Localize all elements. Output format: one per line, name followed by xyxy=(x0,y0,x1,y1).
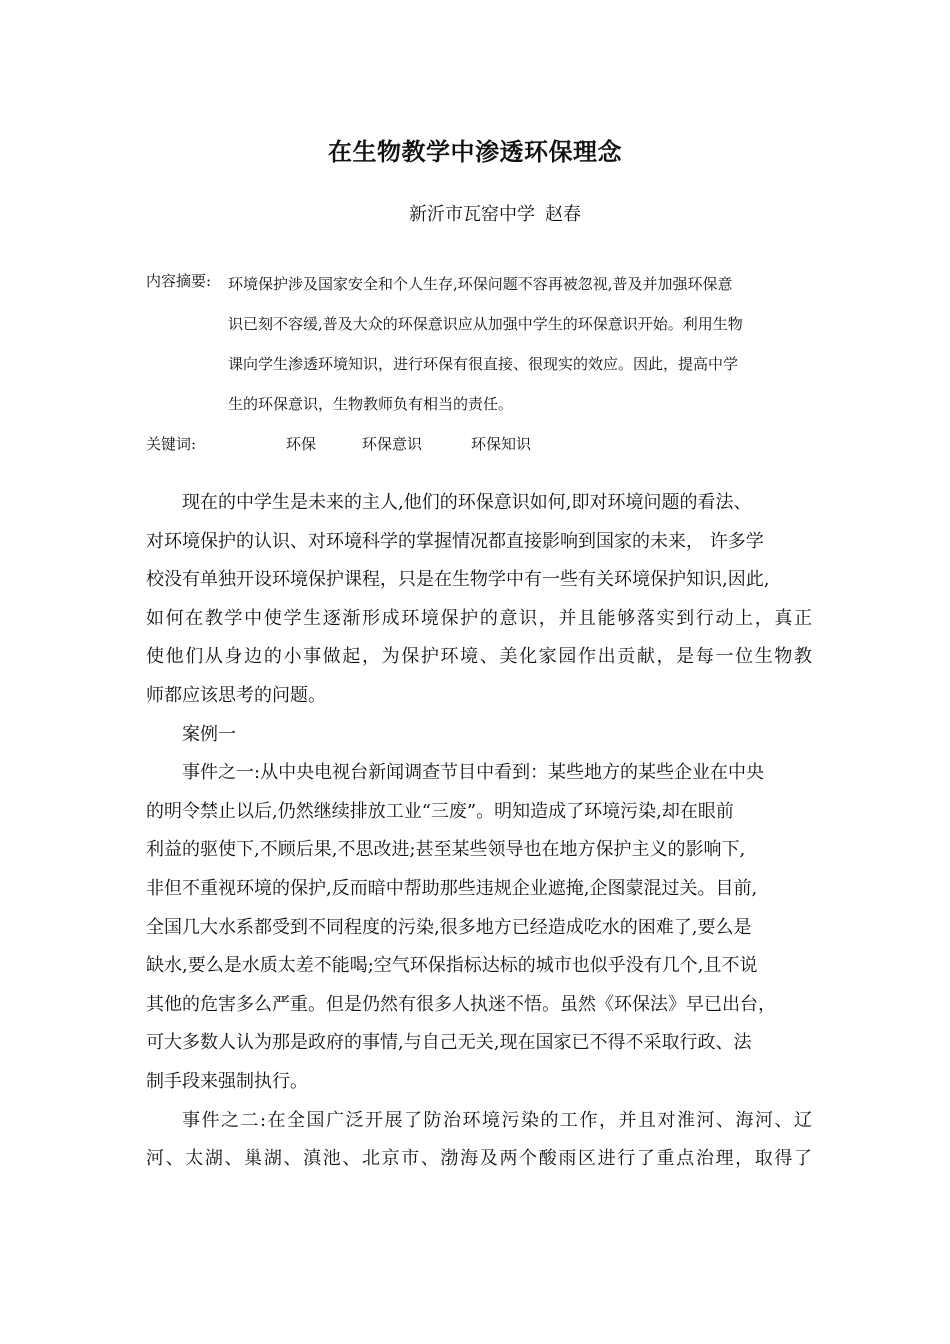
body-line: 师都应该思考的问题。 xyxy=(146,684,326,706)
section-heading: 案例一 xyxy=(182,723,236,745)
abstract-line: 识已刻不容缓,普及大众的环保意识应从加强中学生的环保意识开始。利用生物 xyxy=(228,315,743,333)
keyword: 环保知识 xyxy=(471,435,532,453)
abstract-label: 内容摘要: xyxy=(146,272,212,290)
body-line: 制手段来强制执行。 xyxy=(146,1070,308,1092)
body-line: 缺水,要么是水质太差不能喝;空气环保指标达标的城市也似乎没有几个,且不说 xyxy=(146,955,758,977)
body-line: 对环境保护的认识、对环境科学的掌握情况都直接影响到国家的未来， 许多学 xyxy=(146,530,764,552)
abstract-line: 课向学生渗透环境知识，进行环保有很直接、很现实的效应。因此，提高中学 xyxy=(228,355,739,373)
keyword: 环保 xyxy=(286,435,317,453)
body-line: 利益的驱使下,不顾后果,不思改进;甚至某些领导也在地方保护主义的影响下, xyxy=(146,839,746,861)
body-line: 非但不重视环境的保护,反而暗中帮助那些违规企业遮掩,企图蒙混过关。目前, xyxy=(146,877,758,899)
keywords-label: 关键词: xyxy=(146,435,197,453)
author-school: 新沂市瓦窑中学 xyxy=(409,204,535,225)
abstract-text xyxy=(228,270,808,430)
body-line: 事件之二:在全国广泛开展了防治环境污染的工作，并且对淮河、海河、辽 xyxy=(182,1109,812,1131)
body-line: 河、太湖、巢湖、滇池、北京市、渤海及两个酸雨区进行了重点治理，取得了 xyxy=(146,1148,812,1170)
body-line: 事件之一:从中央电视台新闻调查节目中看到：某些地方的某些企业在中央 xyxy=(182,762,765,784)
body-line: 现在的中学生是未来的主人,他们的环保意识如何,即对环境问题的看法、 xyxy=(182,492,752,513)
keywords-block xyxy=(146,430,532,458)
abstract-line: 生的环保意识，生物教师负有相当的责任。 xyxy=(228,395,514,413)
abstract-line: 环境保护涉及国家安全和个人生存,环保问题不容再被忽视,普及并加强环保意 xyxy=(228,275,733,293)
body-line: 使他们从身边的小事做起，为保护环境、美化家园作出贡献，是每一位生物教 xyxy=(146,646,812,668)
body-line: 如何在教学中使学生逐渐形成环境保护的意识，并且能够落实到行动上，真正 xyxy=(146,607,812,629)
author-name: 赵春 xyxy=(545,204,581,225)
body-line: 其他的危害多么严重。但是仍然有很多人执迷不悟。虽然《环保法》早已出台， xyxy=(146,993,776,1015)
body-line: 的明令禁止以后,仍然继续排放工业“三废”。明知造成了环境污染,却在眼前 xyxy=(146,800,734,822)
body-line: 可大多数人认为那是政府的事情,与自己无关,现在国家已不得不采取行政、法 xyxy=(146,1032,752,1054)
body-line: 校没有单独开设环境保护课程，只是在生物学中有一些有关环境保护知识,因此, xyxy=(146,569,770,591)
keyword: 环保意识 xyxy=(362,435,423,453)
author-line xyxy=(0,200,950,226)
body-line: 全国几大水系都受到不同程度的污染,很多地方已经造成吃水的困难了,要么是 xyxy=(146,916,752,938)
body-text xyxy=(146,488,812,1183)
page-title: 在生物教学中渗透环保理念 xyxy=(328,138,622,166)
